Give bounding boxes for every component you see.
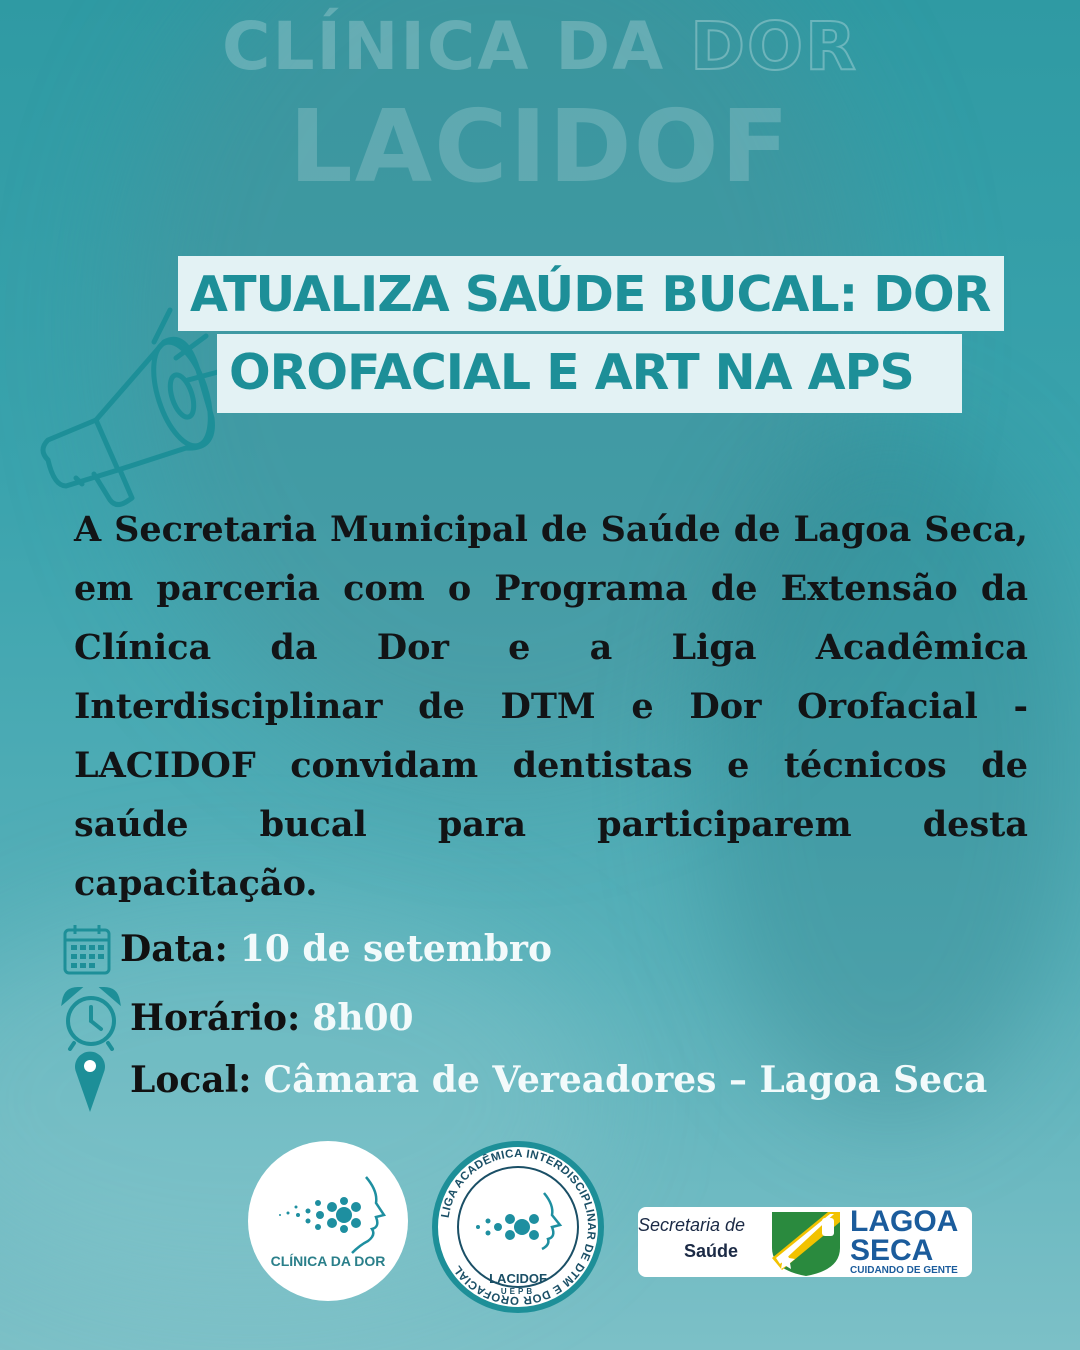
watermark-solid: CLÍNICA DA: [222, 8, 666, 85]
secretaria-line-1: Secretaria de: [638, 1215, 746, 1235]
lacidof-name: LACIDOF: [489, 1271, 547, 1286]
place-row: [72, 1046, 987, 1114]
city-name-line-1: LAGOA: [850, 1207, 959, 1238]
municipal-shield-icon: [768, 1208, 844, 1277]
city-name-line-2: SECA: [850, 1234, 934, 1267]
city-slogan: CUIDANDO DE GENTE: [850, 1265, 958, 1276]
title-line-2: OROFACIAL E ART NA APS: [217, 334, 962, 413]
megaphone-icon: [36, 300, 226, 510]
date-value: 10 de setembro: [239, 928, 552, 970]
place-value: Câmara de Vereadores – Lagoa Seca: [263, 1059, 988, 1101]
location-pin-icon: [72, 1046, 108, 1114]
date-label: Data:: [120, 928, 228, 970]
time-row: [60, 985, 414, 1051]
invitation-text: A Secretaria Municipal de Saúde de Lagoa Seca, em parceria com o Programa de Extensão da Clínica da Dor e a Liga Acadêmica Interdisciplinar de DTM e Dor Orofacial - LACIDOF convidam dentistas e técnicos de saúde bucal para participarem desta capacitação.: [74, 509, 1028, 904]
clinica-da-dor-logo: [248, 1141, 408, 1301]
lacidof-ring-label: LIGA ACADÊMICA INTERDISCIPLINAR DE DTM E DOR OROFACIAL: [439, 1147, 598, 1307]
clinica-logo-caption: CLÍNICA DA DOR: [270, 1253, 386, 1269]
time-value: 8h00: [312, 997, 414, 1039]
title-line-1: ATUALIZA SAÚDE BUCAL: DOR: [178, 256, 1004, 331]
secretaria-line-2: Saúde: [684, 1241, 739, 1261]
alarm-clock-icon: [60, 985, 122, 1051]
lacidof-sub: UEPB: [500, 1287, 536, 1296]
place-label: Local:: [130, 1059, 252, 1101]
date-row: [62, 922, 552, 976]
watermark-line-1: [0, 8, 1080, 85]
lagoa-seca-logo: [638, 1207, 972, 1277]
face-dots-icon: [248, 1141, 408, 1301]
watermark-outline: DOR: [690, 8, 858, 85]
lacidof-logo: [432, 1141, 604, 1313]
calendar-icon: [62, 922, 112, 976]
time-label: Horário:: [130, 997, 301, 1039]
watermark-line-2: LACIDOF: [288, 88, 792, 205]
